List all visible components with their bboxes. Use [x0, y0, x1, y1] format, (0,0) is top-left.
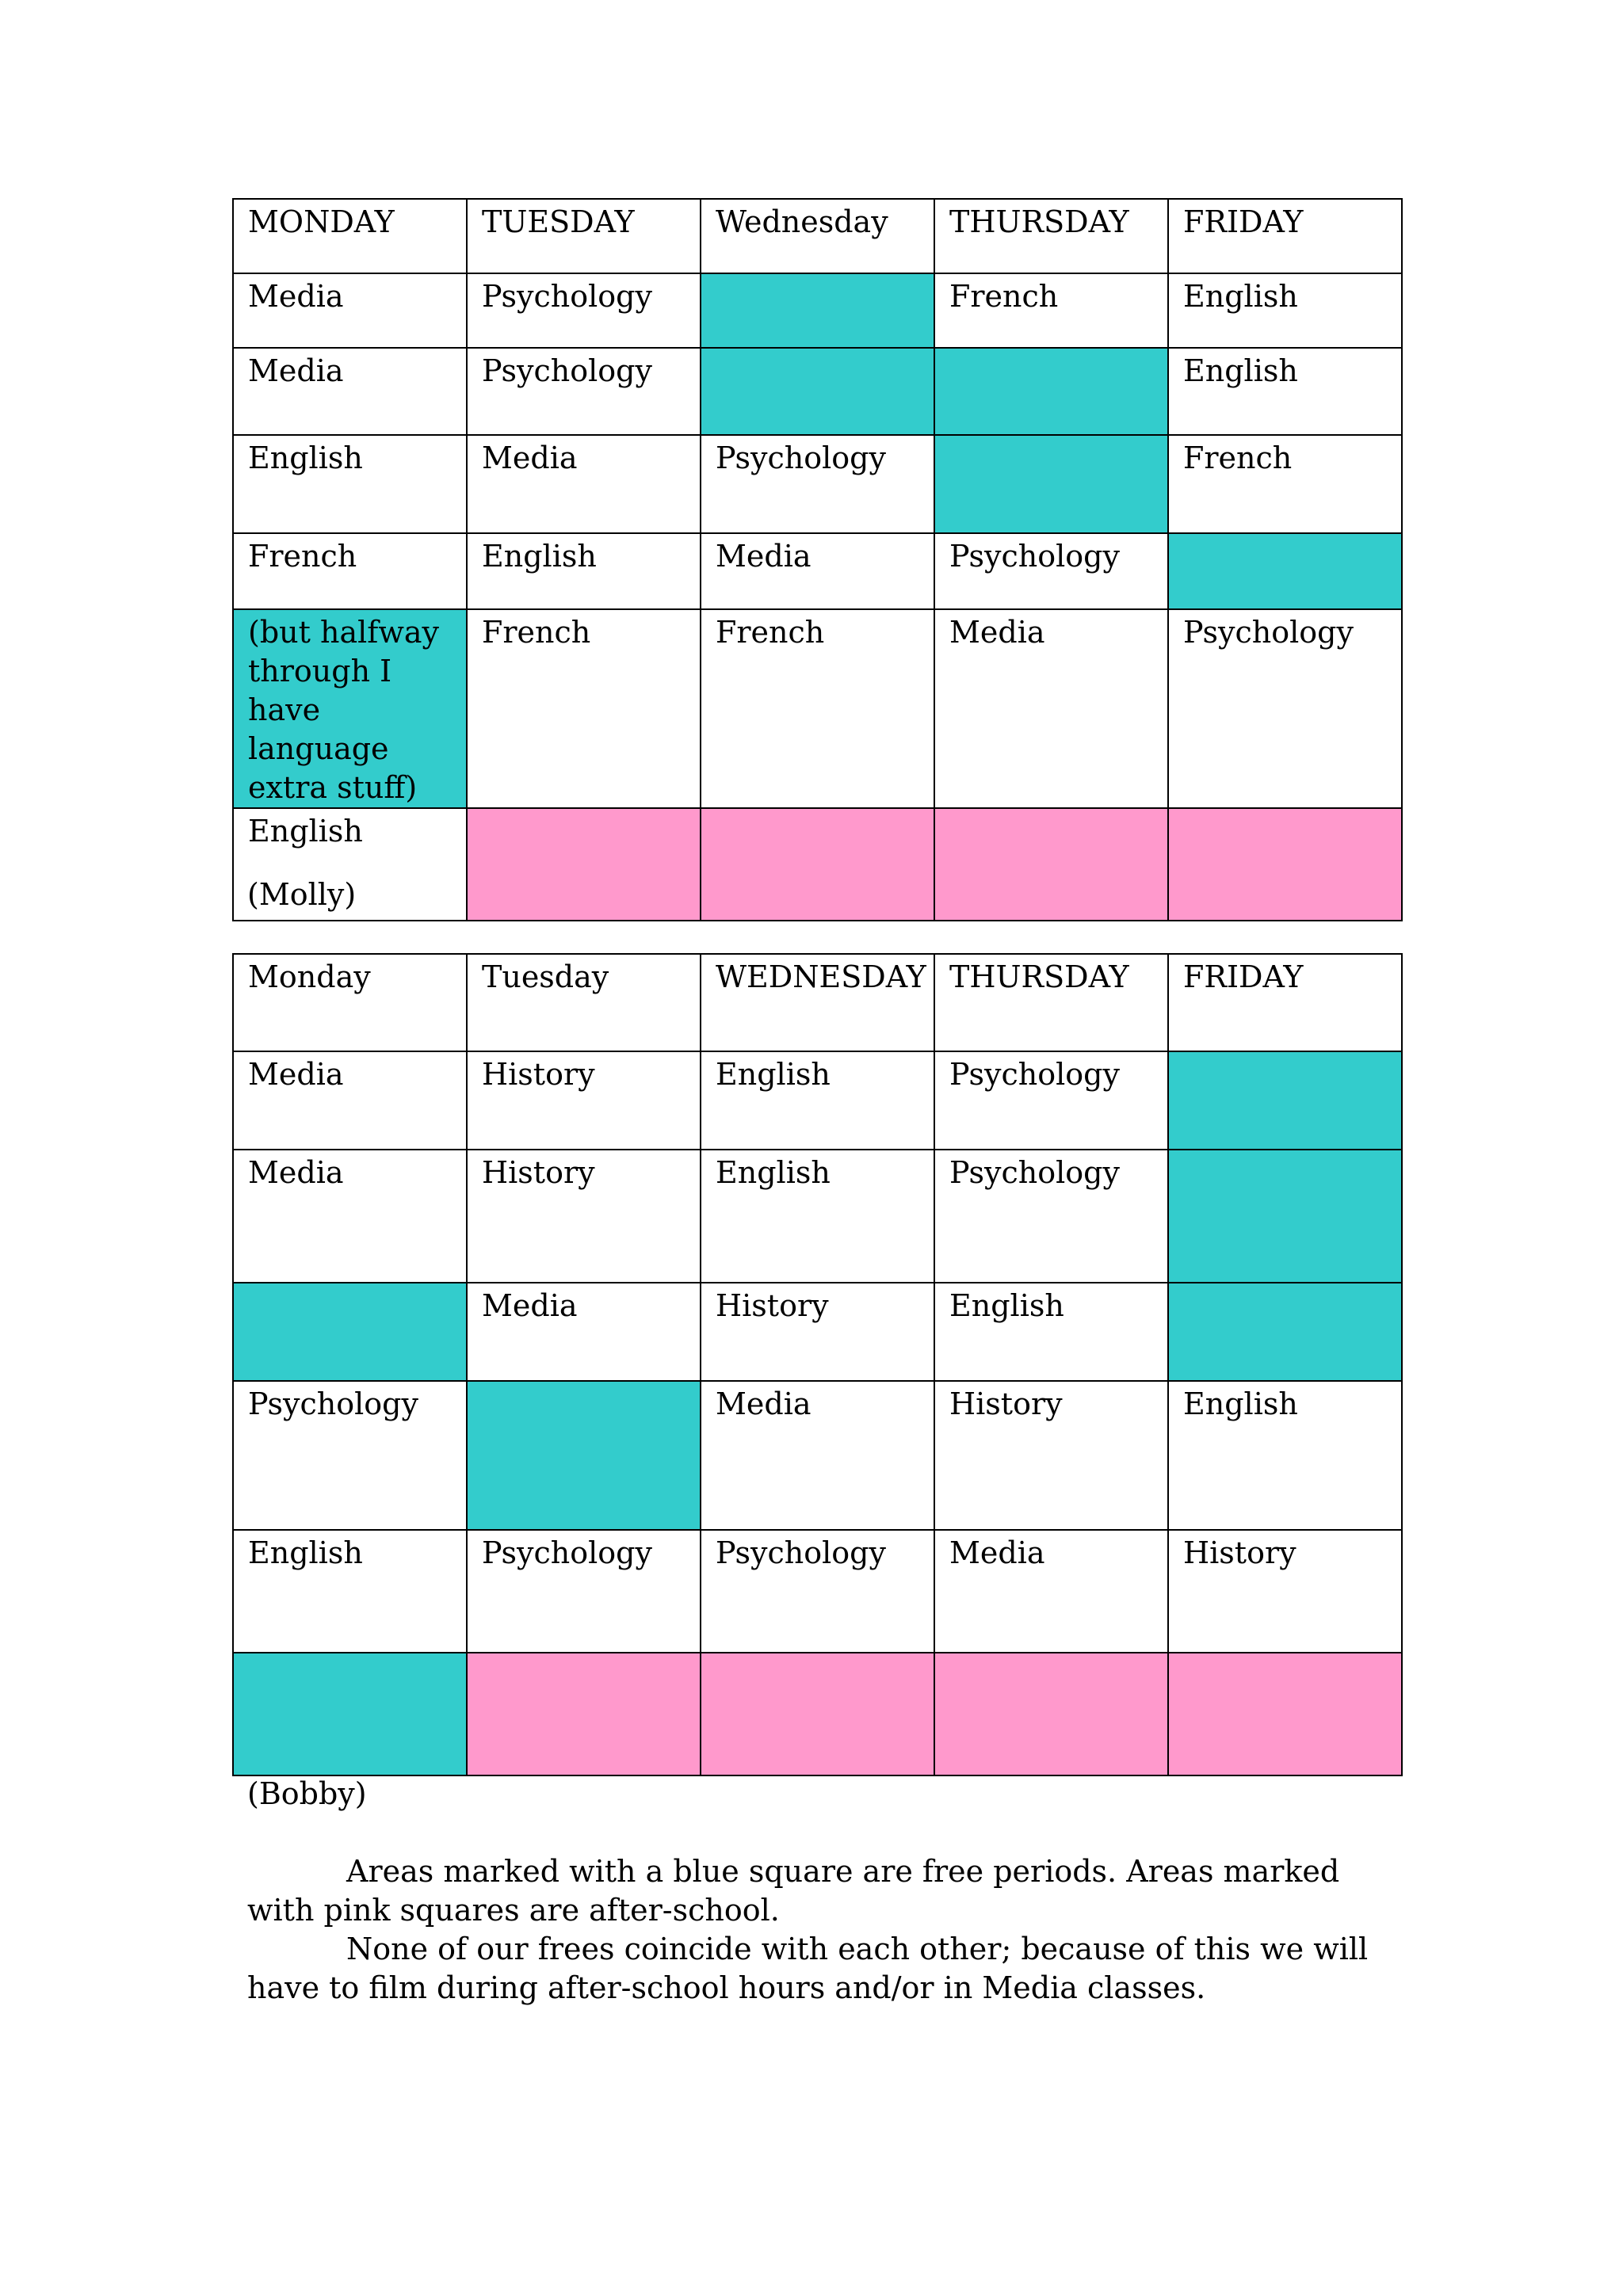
- molly-day-header: THURSDAY: [934, 199, 1168, 273]
- molly-after-school-cell: [467, 808, 701, 921]
- molly-free-period-cell: [934, 435, 1168, 533]
- bobby-day-header: WEDNESDAY: [701, 954, 934, 1051]
- note-paragraph-1: Areas marked with a blue square are free periods. Areas marked with pink squares are after-school.: [247, 1854, 1340, 1928]
- molly-caption: (Molly): [247, 877, 357, 912]
- molly-period-row: [233, 609, 1402, 808]
- molly-free-period-cell: [934, 348, 1168, 435]
- bobby-lesson-cell: History: [701, 1283, 934, 1381]
- explanation-note: [247, 1852, 1396, 2008]
- bobby-lesson-cell: History: [467, 1051, 701, 1150]
- molly-lesson-cell: Psychology: [1168, 609, 1402, 808]
- bobby-free-period-cell: [1168, 1051, 1402, 1150]
- molly-timetable: [232, 198, 1403, 921]
- bobby-lesson-cell: English: [1168, 1381, 1402, 1530]
- molly-lesson-cell: Psychology: [701, 435, 934, 533]
- bobby-lesson-cell: Psychology: [934, 1051, 1168, 1150]
- bobby-lesson-cell: Media: [934, 1530, 1168, 1653]
- molly-period-row: [233, 435, 1402, 533]
- bobby-timetable: [232, 953, 1403, 1776]
- bobby-period-row: [233, 1653, 1402, 1775]
- bobby-free-period-cell: [233, 1283, 467, 1381]
- bobby-lesson-cell: History: [1168, 1530, 1402, 1653]
- bobby-day-header: Tuesday: [467, 954, 701, 1051]
- bobby-lesson-cell: Media: [233, 1150, 467, 1283]
- bobby-header-row: [233, 954, 1402, 1051]
- bobby-lesson-cell: English: [934, 1283, 1168, 1381]
- molly-period-row: [233, 348, 1402, 435]
- molly-lesson-cell: English: [1168, 348, 1402, 435]
- molly-lesson-cell: Media: [701, 533, 934, 609]
- molly-free-period-cell: [701, 273, 934, 348]
- bobby-lesson-cell: English: [701, 1150, 934, 1283]
- bobby-caption: (Bobby): [247, 1776, 367, 1811]
- molly-free-period-cell: (but halfway through I have language extra stuff): [233, 609, 467, 808]
- bobby-day-header: FRIDAY: [1168, 954, 1402, 1051]
- molly-after-school-cell: [934, 808, 1168, 921]
- bobby-lesson-cell: Psychology: [467, 1530, 701, 1653]
- note-paragraph-2: None of our frees coincide with each other; because of this we will have to film during after-school hours and/or in Media classes.: [247, 1932, 1369, 2005]
- bobby-after-school-cell: [467, 1653, 701, 1775]
- bobby-after-school-cell: [934, 1653, 1168, 1775]
- bobby-period-row: [233, 1381, 1402, 1530]
- molly-lesson-cell: English: [467, 533, 701, 609]
- molly-lesson-cell: Media: [934, 609, 1168, 808]
- molly-lesson-cell: English: [1168, 273, 1402, 348]
- molly-day-header: Wednesday: [701, 199, 934, 273]
- molly-free-period-cell: [1168, 533, 1402, 609]
- bobby-free-period-cell: [1168, 1150, 1402, 1283]
- molly-lesson-cell: French: [233, 533, 467, 609]
- bobby-free-period-cell: [233, 1653, 467, 1775]
- bobby-free-period-cell: [1168, 1283, 1402, 1381]
- bobby-period-row: [233, 1283, 1402, 1381]
- molly-lesson-cell: Media: [233, 348, 467, 435]
- bobby-lesson-cell: English: [233, 1530, 467, 1653]
- molly-day-header: FRIDAY: [1168, 199, 1402, 273]
- bobby-lesson-cell: Media: [701, 1381, 934, 1530]
- bobby-lesson-cell: History: [934, 1381, 1168, 1530]
- molly-free-period-cell: [701, 348, 934, 435]
- molly-lesson-cell: French: [701, 609, 934, 808]
- bobby-lesson-cell: Psychology: [701, 1530, 934, 1653]
- bobby-lesson-cell: Media: [233, 1051, 467, 1150]
- molly-after-school-cell: [701, 808, 934, 921]
- bobby-day-header: THURSDAY: [934, 954, 1168, 1051]
- bobby-lesson-cell: History: [467, 1150, 701, 1283]
- molly-timetable-body: [233, 199, 1402, 921]
- bobby-lesson-cell: Psychology: [934, 1150, 1168, 1283]
- molly-lesson-cell: Psychology: [467, 273, 701, 348]
- bobby-period-row: [233, 1530, 1402, 1653]
- molly-period-row: [233, 533, 1402, 609]
- molly-lesson-cell: Media: [233, 273, 467, 348]
- molly-after-school-cell: [1168, 808, 1402, 921]
- molly-period-row: [233, 273, 1402, 348]
- bobby-after-school-cell: [1168, 1653, 1402, 1775]
- bobby-free-period-cell: [467, 1381, 701, 1530]
- molly-lesson-cell: Psychology: [467, 348, 701, 435]
- molly-day-header: TUESDAY: [467, 199, 701, 273]
- bobby-lesson-cell: Psychology: [233, 1381, 467, 1530]
- molly-lesson-cell: English: [233, 808, 467, 921]
- molly-period-row: [233, 808, 1402, 921]
- bobby-after-school-cell: [701, 1653, 934, 1775]
- bobby-period-row: [233, 1150, 1402, 1283]
- bobby-day-header: Monday: [233, 954, 467, 1051]
- molly-header-row: [233, 199, 1402, 273]
- molly-lesson-cell: French: [1168, 435, 1402, 533]
- molly-lesson-cell: Psychology: [934, 533, 1168, 609]
- bobby-period-row: [233, 1051, 1402, 1150]
- molly-lesson-cell: French: [467, 609, 701, 808]
- bobby-timetable-body: [233, 954, 1402, 1775]
- molly-lesson-cell: French: [934, 273, 1168, 348]
- molly-day-header: MONDAY: [233, 199, 467, 273]
- molly-lesson-cell: Media: [467, 435, 701, 533]
- bobby-lesson-cell: Media: [467, 1283, 701, 1381]
- bobby-lesson-cell: English: [701, 1051, 934, 1150]
- molly-lesson-cell: English: [233, 435, 467, 533]
